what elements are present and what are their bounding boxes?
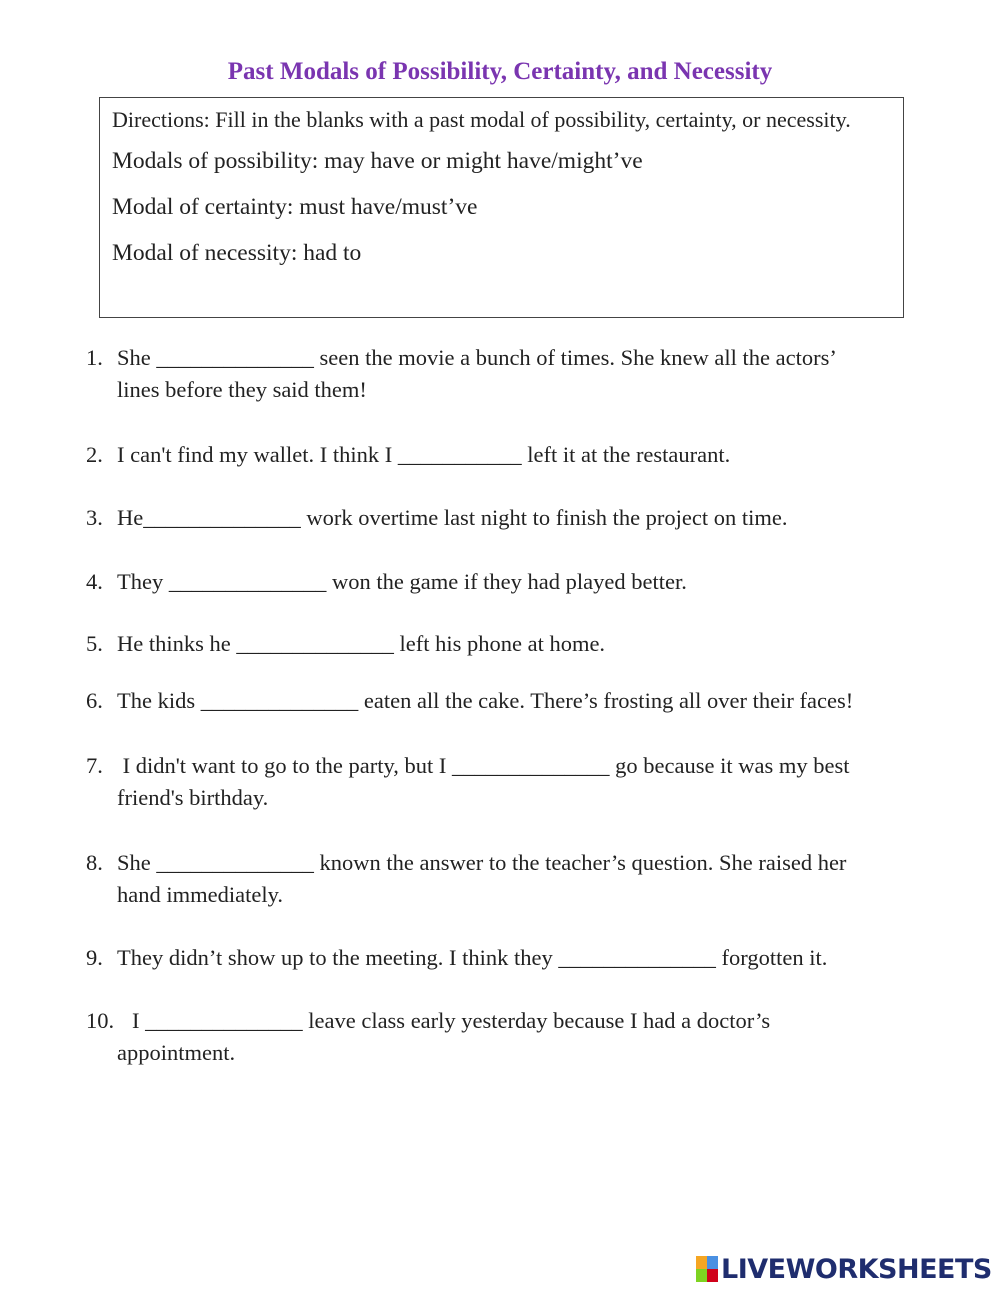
question-text: She ______________ seen the movie a bunch of times. She knew all the actors’ bbox=[117, 345, 837, 370]
question-text: The kids ______________ eaten all the cake. There’s frosting all over their faces! bbox=[117, 688, 854, 713]
worksheet-title: Past Modals of Possibility, Certainty, and Necessity bbox=[227, 58, 773, 85]
question-number: 5. bbox=[86, 631, 103, 656]
question-text: He______________ work overtime last night to finish the project on time. bbox=[117, 505, 788, 530]
liveworksheets-logo-icon bbox=[696, 1256, 718, 1282]
question-text: He thinks he ______________ left his phone at home. bbox=[117, 631, 606, 656]
question-text: They ______________ won the game if they had played better. bbox=[117, 569, 687, 594]
question-number: 10. bbox=[86, 1008, 115, 1033]
question-2 bbox=[86, 439, 936, 471]
question-text: She ______________ known the answer to the teacher’s question. She raised her bbox=[117, 850, 847, 875]
question-number: 4. bbox=[86, 569, 103, 594]
question-number: 6. bbox=[86, 688, 103, 713]
question-text: I can't find my wallet. I think I ___________ left it at the restaurant. bbox=[117, 442, 731, 467]
question-number: 7. bbox=[86, 753, 103, 778]
question-text-continued: lines before they said them! bbox=[117, 377, 367, 402]
question-3 bbox=[86, 502, 936, 534]
question-number: 3. bbox=[86, 505, 103, 530]
question-text: They didn’t show up to the meeting. I think they ______________ forgotten it. bbox=[117, 945, 828, 970]
question-6 bbox=[86, 685, 986, 717]
necessity-modal: Modal of necessity: had to bbox=[112, 240, 362, 266]
question-number: 9. bbox=[86, 945, 103, 970]
liveworksheets-logo bbox=[696, 1254, 992, 1284]
question-7 bbox=[86, 750, 936, 814]
question-10 bbox=[86, 1005, 936, 1069]
logo-text: LIVEWORKSHEETS bbox=[721, 1253, 992, 1285]
question-text: I didn't want to go to the party, but I ______________ go because it was my best bbox=[117, 753, 850, 778]
question-text: I ______________ leave class early yesterday because I had a doctor’s bbox=[132, 1008, 771, 1033]
directions-box bbox=[99, 97, 904, 318]
question-1 bbox=[86, 342, 936, 406]
possibility-modals: Modals of possibility: may have or might have/might’ve bbox=[112, 148, 643, 174]
question-8 bbox=[86, 847, 936, 911]
question-9 bbox=[86, 942, 936, 974]
certainty-modal: Modal of certainty: must have/must’ve bbox=[112, 194, 478, 220]
question-5 bbox=[86, 628, 936, 660]
question-text-continued: hand immediately. bbox=[117, 882, 283, 907]
question-number: 2. bbox=[86, 442, 103, 467]
question-number: 1. bbox=[86, 345, 103, 370]
question-4 bbox=[86, 566, 936, 598]
question-number: 8. bbox=[86, 850, 103, 875]
directions-text: Directions: Fill in the blanks with a past modal of possibility, certainty, or necessity. bbox=[112, 107, 851, 132]
question-text-continued: appointment. bbox=[117, 1040, 236, 1065]
question-text-continued: friend's birthday. bbox=[117, 785, 269, 810]
